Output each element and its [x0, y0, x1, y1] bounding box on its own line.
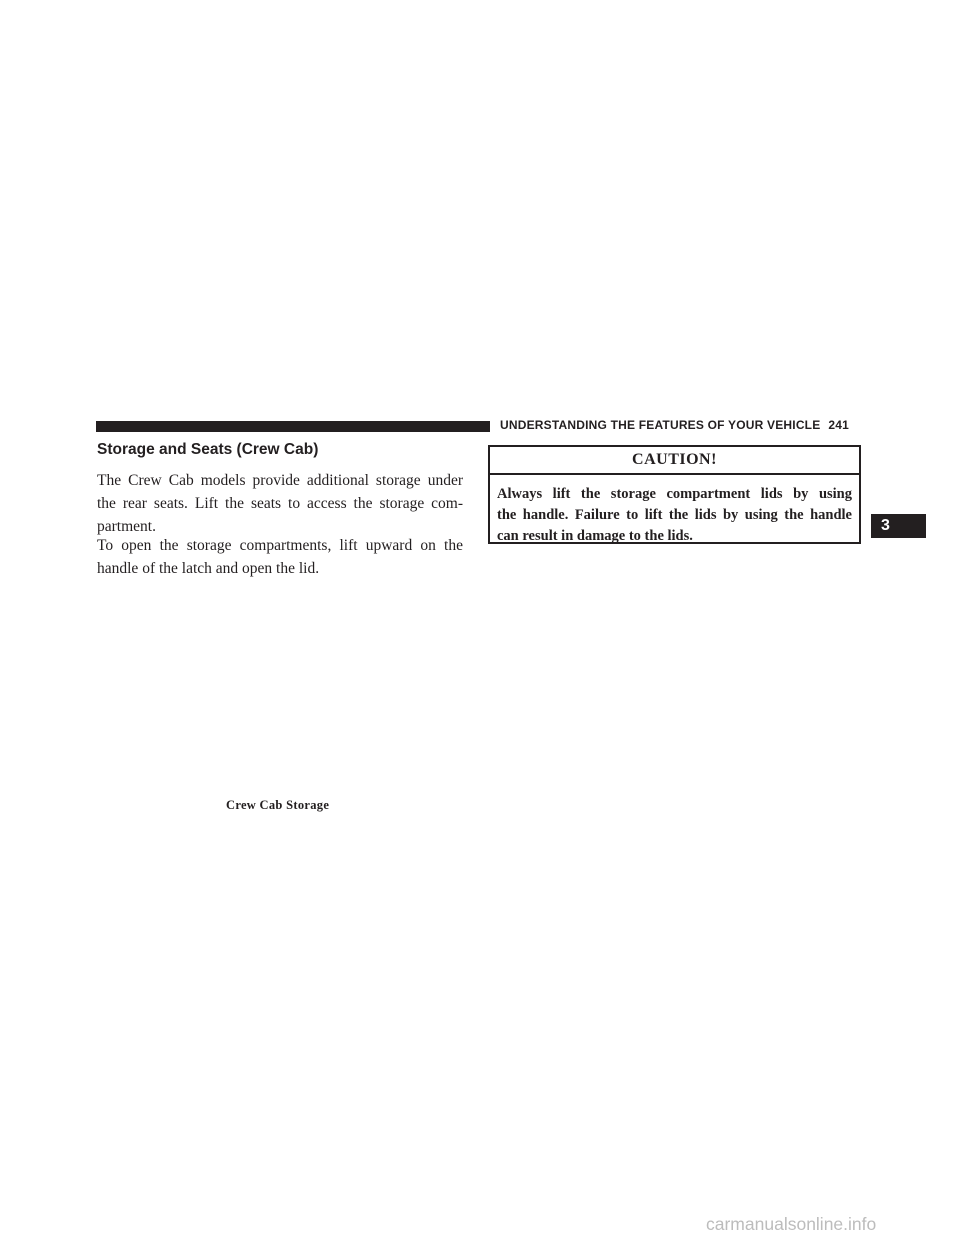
caution-box [488, 445, 861, 544]
section-heading: Storage and Seats (Crew Cab) [97, 441, 319, 458]
running-header [500, 418, 849, 432]
caution-line: the handle. Failure to lift the lids by using the handle [497, 507, 852, 523]
caution-title: CAUTION! [490, 447, 859, 475]
caution-line: can result in damage to the lids. [497, 528, 693, 544]
body-paragraph [97, 469, 463, 538]
page-number: 241 [828, 418, 850, 432]
paragraph-line: To open the storage compartments, lift upward on the [97, 537, 463, 554]
header-section-title: UNDERSTANDING THE FEATURES OF YOUR VEHICLE [500, 418, 821, 432]
header-rule [96, 421, 490, 432]
paragraph-line: partment. [97, 518, 156, 535]
body-paragraph [97, 534, 463, 580]
paragraph-line: the rear seats. Lift the seats to access the storage com- [97, 495, 463, 512]
paragraph-line: The Crew Cab models provide additional storage under [97, 472, 463, 489]
caution-line: Always lift the storage compartment lids by using [497, 486, 852, 502]
chapter-tab: 3 [871, 514, 926, 538]
figure-image-placeholder [96, 585, 462, 790]
watermark: carmanualsonline.info [706, 1214, 877, 1234]
figure-caption: Crew Cab Storage [226, 798, 330, 812]
paragraph-line: handle of the latch and open the lid. [97, 560, 320, 577]
caution-text [497, 484, 852, 547]
